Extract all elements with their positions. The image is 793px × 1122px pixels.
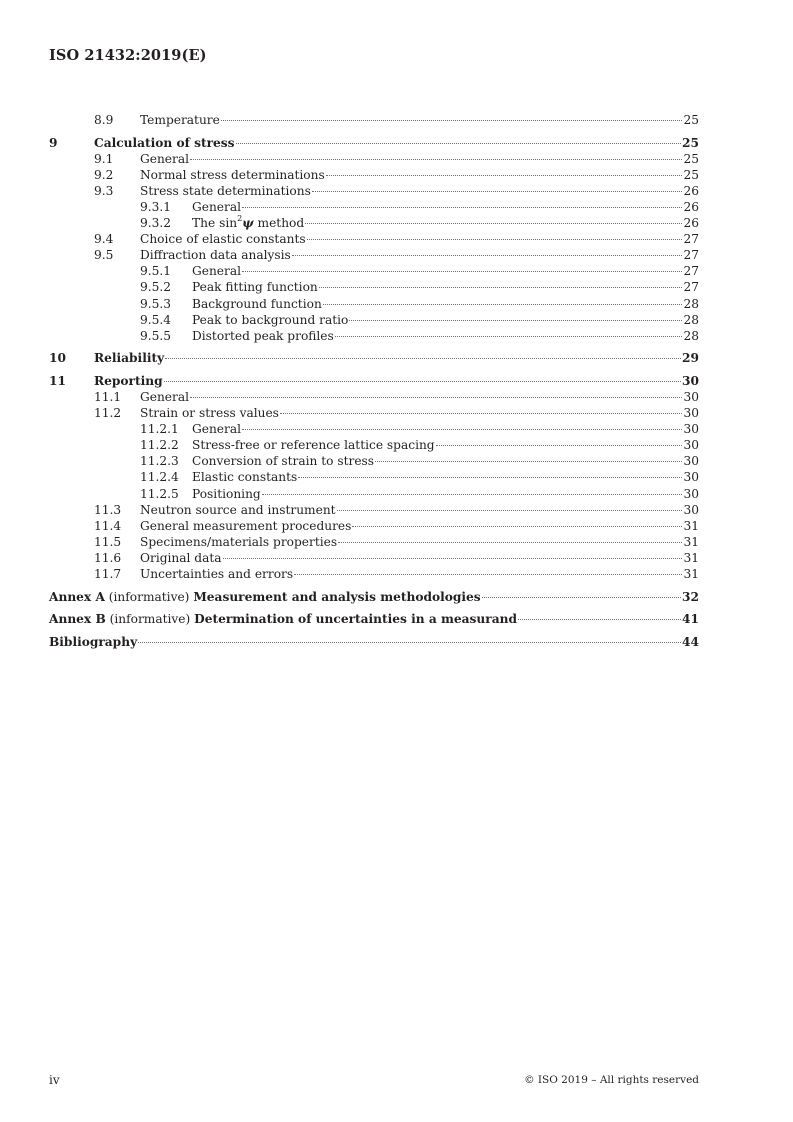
toc-entry-number: 11.1 bbox=[94, 390, 122, 404]
dot-leader bbox=[262, 494, 683, 495]
toc-entry-page: 30 bbox=[682, 373, 699, 388]
toc-entry-title: Choice of elastic constants bbox=[140, 232, 306, 247]
toc-entry-number: 9.5.1 bbox=[140, 264, 172, 279]
toc-entry-title: Peak to background ratio bbox=[192, 312, 349, 327]
page-number: iv bbox=[49, 1073, 60, 1087]
toc-entry-number: 8.9 bbox=[94, 113, 114, 127]
dot-leader bbox=[164, 381, 681, 382]
toc-entry-page: 44 bbox=[682, 634, 699, 649]
toc-entry-page: 31 bbox=[683, 567, 699, 582]
toc-entry[interactable] bbox=[49, 486, 699, 502]
toc-entry-page: 30 bbox=[683, 390, 699, 404]
toc-entry[interactable] bbox=[49, 231, 699, 247]
toc-entry-page: 30 bbox=[683, 470, 699, 485]
dot-leader bbox=[292, 255, 683, 256]
toc-entry-page: 31 bbox=[683, 550, 699, 565]
dot-leader bbox=[165, 358, 681, 359]
toc-entry-title: Specimens/materials properties bbox=[140, 534, 338, 549]
toc-entry-title: Uncertainties and errors bbox=[140, 567, 294, 582]
copyright-notice: © ISO 2019 – All rights reserved bbox=[524, 1074, 699, 1086]
toc-entry-title: Distorted peak profiles bbox=[192, 328, 334, 343]
toc-entry-page: 28 bbox=[683, 296, 699, 311]
dot-leader bbox=[337, 510, 683, 511]
toc-entry[interactable] bbox=[49, 279, 699, 295]
toc-entry-number: 9.1 bbox=[94, 151, 114, 166]
dot-leader bbox=[236, 143, 682, 144]
toc-entry-number: 9.2 bbox=[94, 167, 114, 182]
toc-entry-title: Positioning bbox=[192, 486, 261, 501]
toc-entry-number: 11.3 bbox=[94, 502, 122, 517]
toc-entry-page: 27 bbox=[683, 248, 699, 263]
toc-entry-title: Elastic constants bbox=[192, 470, 298, 485]
dot-leader bbox=[242, 207, 682, 208]
toc-entry-page: 31 bbox=[683, 534, 699, 549]
toc-entry-title: Original data bbox=[140, 550, 222, 565]
toc-entry[interactable] bbox=[49, 183, 699, 199]
toc-entry-title: The $\sin^2\psi$ method bbox=[192, 214, 305, 231]
dot-leader bbox=[280, 413, 683, 414]
dot-leader bbox=[482, 597, 681, 598]
toc-entry-title: Normal stress determinations bbox=[140, 167, 325, 182]
dot-leader bbox=[242, 429, 682, 430]
toc-entry[interactable] bbox=[49, 421, 699, 437]
toc-entry-page: 27 bbox=[683, 280, 699, 295]
toc-entry[interactable] bbox=[49, 135, 699, 151]
toc-entry-number: 11.6 bbox=[94, 550, 122, 565]
dot-leader bbox=[352, 526, 682, 527]
toc-entry-title: Strain or stress values bbox=[140, 406, 279, 421]
toc-entry[interactable] bbox=[49, 296, 699, 312]
toc-entry-title: Conversion of strain to stress bbox=[192, 454, 375, 469]
toc-entry-number: 11.2.2 bbox=[140, 438, 179, 453]
toc-entry-title: General bbox=[140, 151, 189, 166]
toc-entry-page: 32 bbox=[682, 589, 699, 604]
toc-entry-page: 28 bbox=[683, 328, 699, 343]
toc-entry[interactable] bbox=[49, 328, 699, 344]
toc-entry-number: 9.3.2 bbox=[140, 216, 172, 231]
toc-entry-page: 28 bbox=[683, 312, 699, 327]
toc-entry-title: Peak fitting function bbox=[192, 280, 318, 295]
toc-entry[interactable] bbox=[49, 151, 699, 167]
toc-entry-number: 11.4 bbox=[94, 518, 122, 533]
dot-leader bbox=[223, 558, 683, 559]
dot-leader bbox=[518, 619, 681, 620]
toc-entry-title: Neutron source and instrument bbox=[140, 502, 336, 517]
toc-entry-page: 25 bbox=[682, 135, 699, 150]
toc-entry-number: 9.3.1 bbox=[140, 199, 172, 214]
toc-entry[interactable] bbox=[49, 263, 699, 279]
toc-entry-page: 25 bbox=[683, 151, 699, 166]
dot-leader bbox=[298, 477, 682, 478]
dot-leader bbox=[319, 287, 683, 288]
toc-entry[interactable] bbox=[49, 247, 699, 263]
toc-entry-title: General bbox=[192, 199, 241, 214]
dot-leader bbox=[242, 271, 682, 272]
dot-leader bbox=[312, 191, 683, 192]
toc-entry[interactable] bbox=[49, 453, 699, 469]
dot-leader bbox=[294, 574, 682, 575]
dot-leader bbox=[323, 304, 683, 305]
toc-entry-page: 27 bbox=[683, 264, 699, 279]
dot-leader bbox=[436, 445, 683, 446]
toc-entry[interactable] bbox=[49, 611, 699, 627]
toc-entry-title: Annex A (informative) Measurement and analysis methodologies bbox=[49, 589, 481, 604]
toc-entry-number: 11 bbox=[49, 373, 66, 388]
toc-entry-title: Stress-free or reference lattice spacing bbox=[192, 438, 435, 453]
toc-entry-title: General bbox=[192, 264, 241, 279]
toc-entry-page: 31 bbox=[683, 518, 699, 533]
toc-entry-page: 25 bbox=[683, 167, 699, 182]
toc-entry-number: 9.3 bbox=[94, 183, 114, 198]
toc-entry[interactable] bbox=[49, 634, 699, 650]
toc-entry-page: 30 bbox=[683, 486, 699, 501]
toc-entry-number: 9.5 bbox=[94, 248, 114, 263]
toc-entry-number: 9.5.5 bbox=[140, 328, 172, 343]
toc-entry[interactable] bbox=[49, 112, 699, 128]
toc-entry-title: General bbox=[192, 422, 241, 437]
toc-entry-title: Reliability bbox=[94, 351, 165, 366]
toc-entry[interactable] bbox=[49, 534, 699, 550]
toc-entry-number: 9.5.3 bbox=[140, 296, 172, 311]
toc-entry[interactable] bbox=[49, 589, 699, 605]
toc-entry-number: 9 bbox=[49, 135, 58, 150]
toc-entry-page: 30 bbox=[683, 406, 699, 421]
toc-entry[interactable] bbox=[49, 389, 699, 405]
dot-leader bbox=[375, 461, 682, 462]
dot-leader bbox=[338, 542, 682, 543]
toc-entry[interactable] bbox=[49, 167, 699, 183]
toc-entry-page: 30 bbox=[683, 502, 699, 517]
toc-entry-number: 9.4 bbox=[94, 232, 114, 247]
toc-entry-title: Diffraction data analysis bbox=[140, 248, 291, 263]
toc-entry-number: 11.7 bbox=[94, 567, 122, 582]
toc-entry-title: Temperature bbox=[140, 113, 220, 127]
toc-entry-number: 10 bbox=[49, 351, 66, 366]
dot-leader bbox=[305, 223, 682, 224]
dot-leader bbox=[138, 642, 681, 643]
toc-entry[interactable] bbox=[49, 373, 699, 389]
toc-entry-title: General measurement procedures bbox=[140, 518, 352, 533]
toc-entry[interactable] bbox=[49, 550, 699, 566]
toc-entry-title: Background function bbox=[192, 296, 322, 311]
dot-leader bbox=[190, 397, 682, 398]
toc-entry[interactable] bbox=[49, 215, 699, 231]
toc-entry[interactable] bbox=[49, 518, 699, 534]
dot-leader bbox=[335, 336, 683, 337]
toc-entry-page: 26 bbox=[683, 216, 699, 231]
toc-entry-page: 30 bbox=[683, 438, 699, 453]
toc-entry-number: 11.2.1 bbox=[140, 422, 179, 437]
toc-entry-title: Bibliography bbox=[49, 634, 138, 649]
toc-entry-number: 11.2.4 bbox=[140, 470, 179, 485]
dot-leader bbox=[349, 320, 682, 321]
toc-entry-number: 11.2.5 bbox=[140, 486, 179, 501]
dot-leader bbox=[221, 120, 683, 121]
toc-entry-number: 9.5.4 bbox=[140, 312, 172, 327]
toc-entry-title: Annex B (informative) Determination of uncertainties in a measurand bbox=[49, 612, 517, 627]
toc-entry-title: General bbox=[140, 390, 189, 404]
toc-entry-page: 29 bbox=[682, 351, 699, 366]
toc-entry-title: Calculation of stress bbox=[94, 135, 235, 150]
toc-entry-number: 11.2.3 bbox=[140, 454, 179, 469]
toc-entry[interactable] bbox=[49, 405, 699, 421]
toc-entry-number: 11.5 bbox=[94, 534, 122, 549]
toc-entry[interactable] bbox=[49, 437, 699, 453]
toc-entry[interactable] bbox=[49, 199, 699, 215]
dot-leader bbox=[190, 159, 682, 160]
document-id: ISO 21432:2019(E) bbox=[49, 47, 207, 64]
dot-leader bbox=[307, 239, 683, 240]
toc-entry[interactable] bbox=[49, 566, 699, 582]
toc-entry-page: 25 bbox=[683, 113, 699, 127]
toc-entry-page: 30 bbox=[683, 454, 699, 469]
toc-entry-page: 30 bbox=[683, 422, 699, 437]
toc-entry-title: Stress state determinations bbox=[140, 183, 311, 198]
toc-entry-number: 11.2 bbox=[94, 406, 122, 421]
dot-leader bbox=[326, 175, 683, 176]
table-of-contents bbox=[49, 112, 699, 650]
toc-entry-title: Reporting bbox=[94, 373, 163, 388]
toc-entry[interactable] bbox=[49, 469, 699, 485]
toc-entry-number: 9.5.2 bbox=[140, 280, 172, 295]
toc-entry-page: 41 bbox=[682, 612, 699, 627]
toc-entry[interactable] bbox=[49, 502, 699, 518]
toc-entry-page: 27 bbox=[683, 232, 699, 247]
toc-entry[interactable] bbox=[49, 312, 699, 328]
toc-entry-page: 26 bbox=[683, 199, 699, 214]
toc-entry-page: 26 bbox=[683, 183, 699, 198]
toc-entry[interactable] bbox=[49, 350, 699, 366]
